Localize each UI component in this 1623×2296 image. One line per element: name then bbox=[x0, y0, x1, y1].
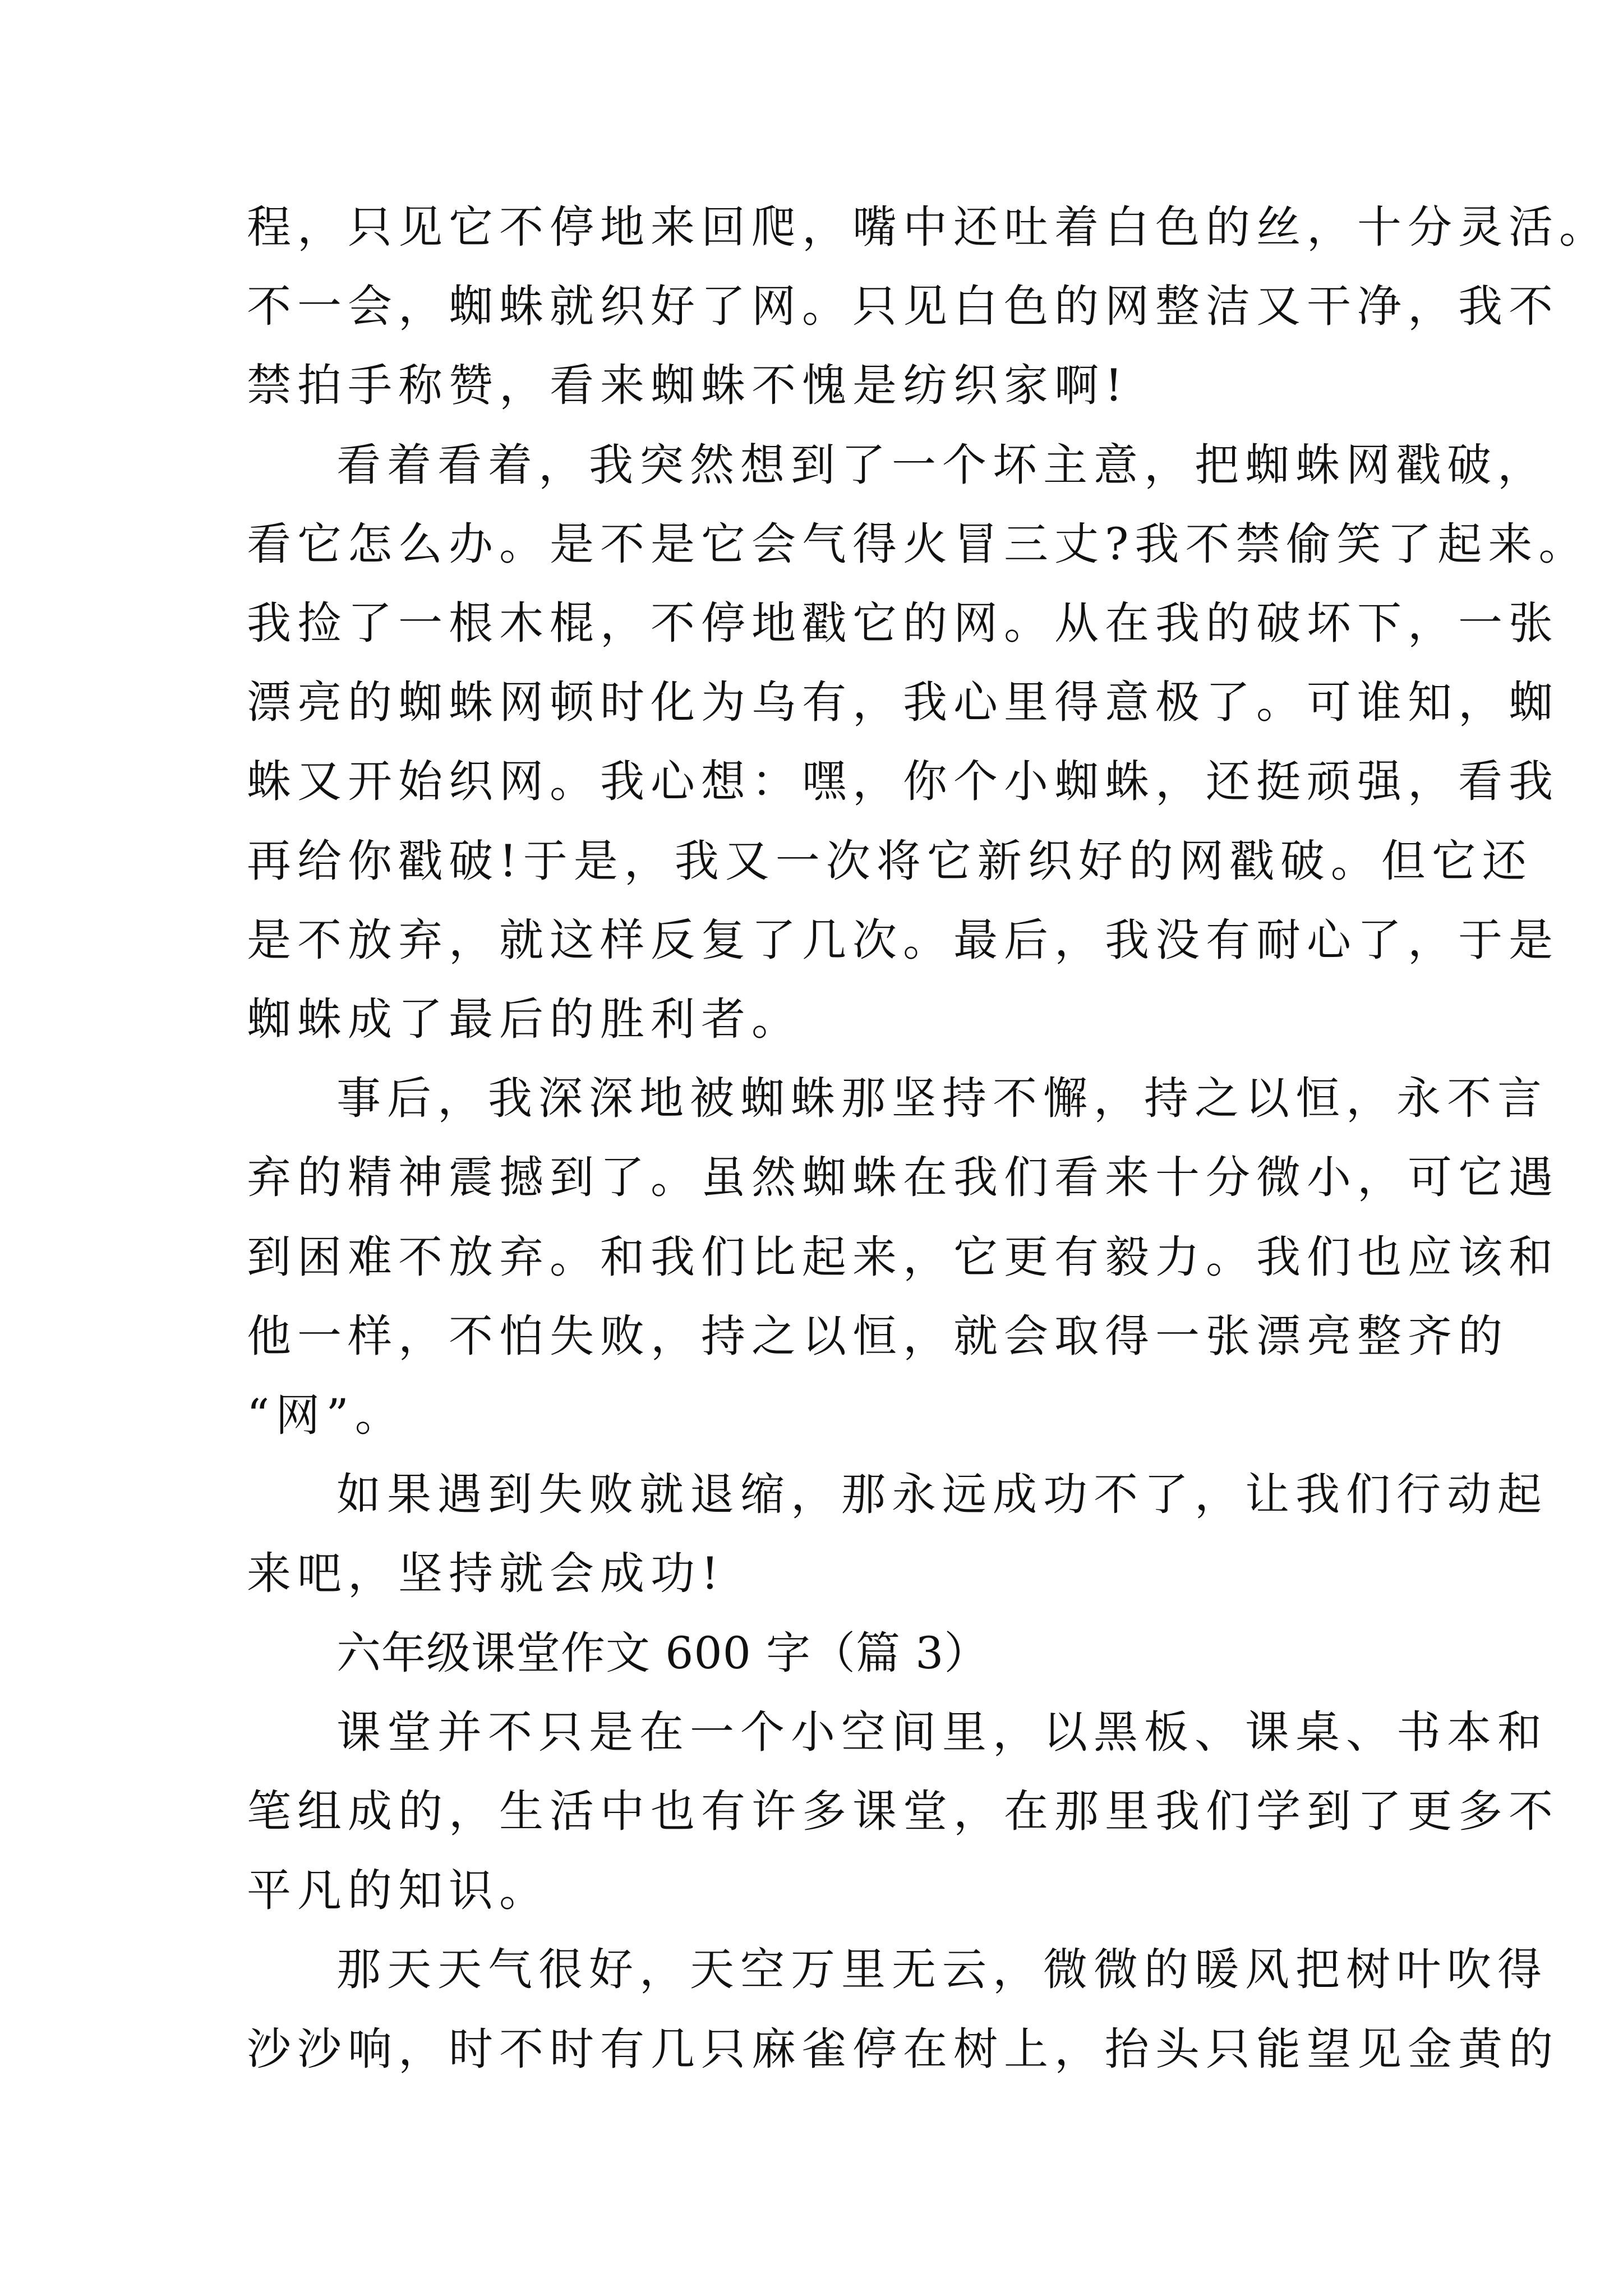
text-line: 课堂并不只是在一个小空间里，以黑板、课桌、书本和 bbox=[336, 1706, 1548, 1758]
text-line: 程，只见它不停地来回爬，嘴中还吐着白色的丝，十分灵活。 bbox=[247, 201, 1610, 253]
text-line: 漂亮的蜘蛛网顿时化为乌有，我心里得意极了。可谁知，蜘 bbox=[247, 677, 1559, 729]
text-line: 弃的精神震撼到了。虽然蜘蛛在我们看来十分微小，可它遇 bbox=[247, 1152, 1559, 1204]
text-line: 看着看着，我突然想到了一个坏主意，把蜘蛛网戳破， bbox=[336, 439, 1548, 491]
text-line: 沙沙响，时不时有几只麻雀停在树上，抬头只能望见金黄的 bbox=[247, 2023, 1559, 2075]
section-heading bbox=[247, 1614, 1391, 1693]
text-line: 那天天气很好，天空万里无云，微微的暖风把树叶吹得 bbox=[336, 1944, 1548, 1996]
text-line: 平凡的知识。 bbox=[247, 1865, 550, 1917]
text-line: 不一会，蜘蛛就织好了网。只见白色的网整洁又干净，我不 bbox=[247, 280, 1559, 333]
text-line: 是不放弃，就这样反复了几次。最后，我没有耐心了，于是 bbox=[247, 914, 1559, 966]
document-body bbox=[247, 188, 1610, 2089]
text-line: “网”。 bbox=[247, 1389, 405, 1442]
text-line: 事后，我深深地被蜘蛛那坚持不懈，持之以恒，永不言 bbox=[336, 1073, 1548, 1125]
paragraph bbox=[247, 1930, 1559, 2088]
text-line: 禁拍手称赞，看来蜘蛛不愧是纺织家啊! bbox=[247, 360, 1129, 412]
paragraph bbox=[247, 1455, 1548, 1613]
paragraph-continuation bbox=[247, 188, 1610, 426]
text-line: 看它怎么办。是不是它会气得火冒三丈?我不禁偷笑了起来。 bbox=[247, 518, 1589, 570]
heading-text: 六年级课堂作文 600 字（篇 3） bbox=[336, 1627, 989, 1679]
text-line: 笔组成的，生活中也有许多课堂，在那里我们学到了更多不 bbox=[247, 1786, 1559, 1838]
paragraph bbox=[247, 1693, 1559, 1931]
text-line: 再给你戳破!于是，我又一次将它新织好的网戳破。但它还 bbox=[247, 835, 1533, 887]
paragraph bbox=[247, 1059, 1559, 1455]
text-line: 如果遇到失败就退缩，那永远成功不了，让我们行动起 bbox=[336, 1469, 1548, 1521]
text-line: 蜘蛛成了最后的胜利者。 bbox=[247, 993, 802, 1046]
text-line: 到困难不放弃。和我们比起来，它更有毅力。我们也应该和 bbox=[247, 1231, 1559, 1283]
text-line: 他一样，不怕失败，持之以恒，就会取得一张漂亮整齐的 bbox=[247, 1310, 1509, 1362]
text-line: 我捡了一根木棍，不停地戳它的网。从在我的破坏下，一张 bbox=[247, 597, 1559, 650]
text-line: 来吧，坚持就会成功! bbox=[247, 1548, 725, 1600]
text-line: 蛛又开始织网。我心想：嘿，你个小蜘蛛，还挺顽强，看我 bbox=[247, 756, 1559, 808]
paragraph bbox=[247, 426, 1589, 1060]
